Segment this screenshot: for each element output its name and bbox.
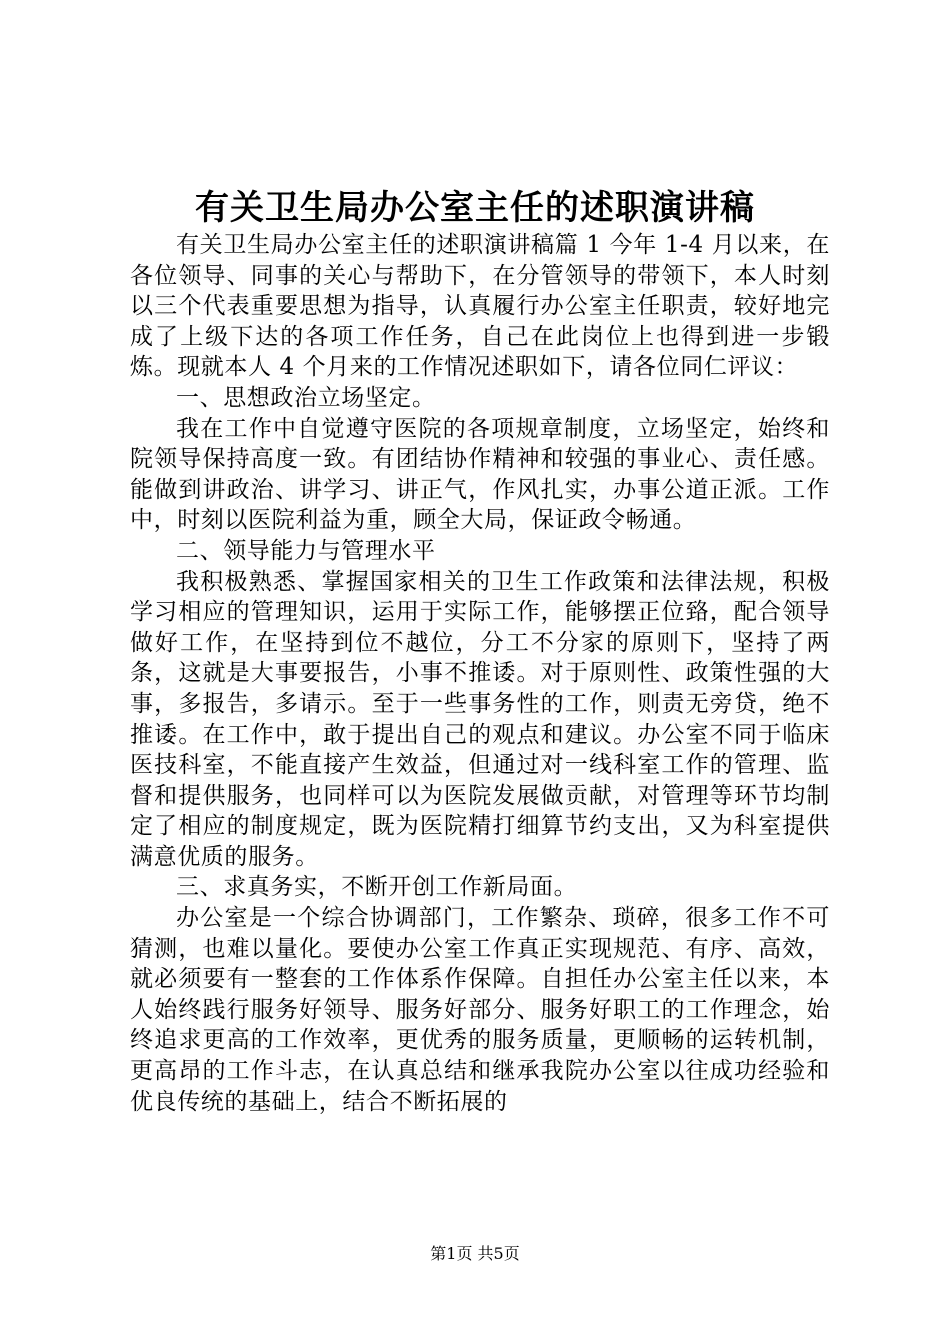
paragraph-section-1: 我在工作中自觉遵守医院的各项规章制度，立场坚定，始终和院领导保持高度一致。有团结协作精神和较强的事业心、责任感。能做到讲政治、讲学习、讲正气，作风扎实，办事公道正派。工作中，时刻以医院利益为重，顾全大局，保证政令畅通。	[130, 415, 830, 534]
document-body	[130, 230, 830, 1117]
section-heading-3: 三、求真务实，不断开创工作新局面。	[176, 874, 578, 901]
paragraph-intro: 有关卫生局办公室主任的述职演讲稿篇 1 今年 1-4 月以来，在各位领导、同事的关心与帮助下，在分管领导的带领下，本人时刻以三个代表重要思想为指导，认真履行办公室主任职责，较好地完成了上级下达的各项工作任务，自己在此岗位上也得到进一步锻炼。现就本人 4 个月来的工作情况述职如下，请各位同仁评议：	[130, 232, 830, 381]
paragraph-section-3: 办公室是一个综合协调部门，工作繁杂、琐碎，很多工作不可猜测，也难以量化。要使办公室工作真正实现规范、有序、高效，就必须要有一整套的工作体系作保障。自担任办公室主任以来，本人始终践行服务好领导、服务好部分、服务好职工的工作理念，始终追求更高的工作效率，更优秀的服务质量，更顺畅的运转机制，更高昂的工作斗志，在认真总结和继承我院办公室以往成功经验和优良传统的基础上，结合不断拓展的	[130, 905, 830, 1115]
section-heading-1: 一、思想政治立场坚定。	[176, 384, 436, 411]
section-heading-2: 二、领导能力与管理水平	[176, 537, 436, 564]
page-number-footer: 第1页 共5页	[430, 1244, 520, 1263]
document-title: 有关卫生局办公室主任的述职演讲稿	[195, 188, 755, 228]
paragraph-section-2: 我积极熟悉、掌握国家相关的卫生工作政策和法律法规，积极学习相应的管理知识，运用于实际工作，能够摆正位臵，配合领导做好工作，在坚持到位不越位，分工不分家的原则下，坚持了两条，这就是大事要报告，小事不推诿。对于原则性、政策性强的大事，多报告，多请示。至于一些事务性的工作，则责无旁贷，绝不推诿。在工作中，敢于提出自己的观点和建议。办公室不同于临床医技科室，不能直接产生效益，但通过对一线科室工作的管理、监督和提供服务，也同样可以为医院发展做贡献，对管理等环节均制定了相应的制度规定，既为医院精打细算节约支出，又为科室提供满意优质的服务。	[130, 568, 830, 870]
